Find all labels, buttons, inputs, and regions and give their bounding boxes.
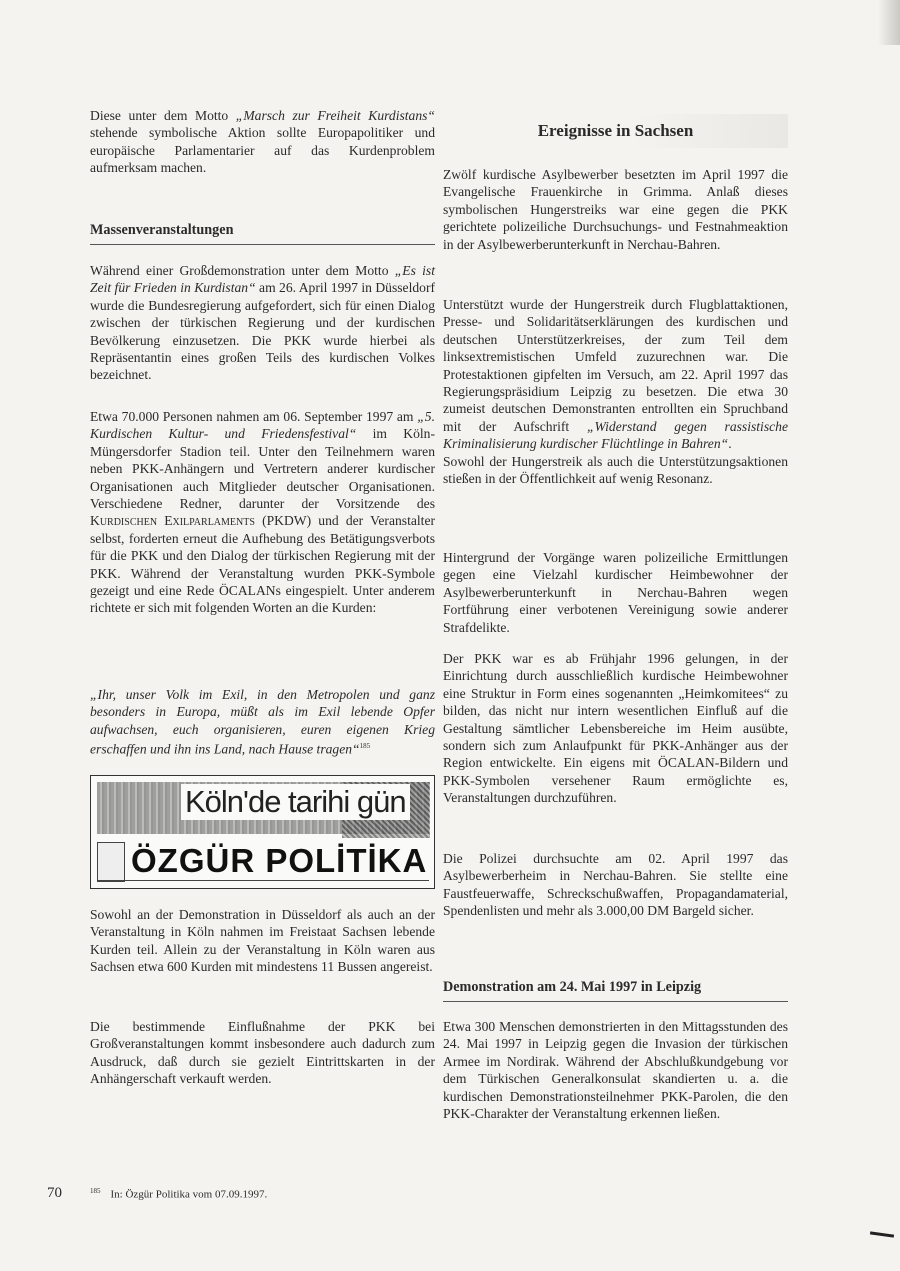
intro-paragraph: Diese unter dem Motto „Marsch zur Freiheit Kurdistans“ stehende symbolische Aktion sollte Europapolitiker und europäische Parlamentarier auf das Kurdenproblem aufmerksam machen. <box>90 108 435 176</box>
scan-edge-mark <box>870 1231 894 1237</box>
paragraph-sachsen-teilnahme: Sowohl an der Demonstration in Düsseldorf als auch an der Veranstaltung in Köln nahmen im Freistaat Sachsen lebende Kurden teil. Allein zu der Veranstaltung in Köln waren aus Sachsen etwa 600 Kurden mit mindestens 11 Bussen angereist. <box>90 907 435 975</box>
motto-frieden: „Es ist Zeit für Frieden in Kurdistan“ <box>90 263 435 296</box>
spruchband-text: „Widerstand gegen rassistische Kriminalisierung kurdischer Flüchtlinge in Bahren“ <box>443 418 788 452</box>
section-title-ereignisse: Ereignisse in Sachsen <box>443 114 788 148</box>
newspaper-headline: Köln'de tarihi gün <box>181 784 410 820</box>
footnote: $^{185}$ In: Özgür Politika vom 07.09.1997. <box>90 1187 268 1201</box>
paragraph-hintergrund: Hintergrund der Vorgänge waren polizeiliche Ermittlungen gegen eine Vielzahl kurdischer Heimbewohner der Asylbewerberunterkunft in Nerchau-Bahren wegen Fortführung einer verbotenen Vereinigung sowie anderer Strafdelikte. <box>443 550 788 635</box>
newspaper-masthead: ÖZGÜR POLİTİKA <box>131 842 428 879</box>
festival-name: „5. Kurdischen Kultur- und Friedensfestival“ <box>90 409 435 442</box>
scan-edge-shadow <box>878 0 900 45</box>
paragraph-duesseldorf: Während einer Großdemonstration unter dem Motto „Es ist Zeit für Frieden in Kurdistan“ am 26. April 1997 in Düsseldorf wurde die Bundesregierung aufgefordert, sich für einen Dialog zwischen der türkischen Regierung und der kurdischen Bevölkerung einzusetzen. Die PKK wurde hierbei als Repräsentantin eines großen Teils des kurdischen Volkes bezeichnet. <box>90 263 436 383</box>
newspaper-price-box <box>97 842 125 882</box>
oecalan-quote: „Ihr, unser Volk im Exil, in den Metropolen und ganz besonders in Europa, müßt als im Exil lebende Opfer aufwachsen, euch organisieren, euren eigenen Krieg erschaffen und ihn ins Land, nach Hause tragen“$^{185}$ <box>90 687 435 757</box>
paragraph-koeln: Etwa 70.000 Personen nahmen am 06. September 1997 am „5. Kurdischen Kultur- und Friedensfestival“ im Köln-Müngersdorfer Stadion teil. Unter den Teilnehmern waren neben PKK-Anhängern und Vertretern anderer kurdischer Organisationen auch Mitglieder deutscher Organisationen. Verschiedene Redner, darunter der Vorsitzende des Kurdischen Exilparlaments (PKDW) und der Veranstalter selbst, forderten erneut die Aufhebung des Betätigungsverbots für die PKK und den Dialog der türkischen Regierung mit der PKK. Während der Veranstaltung wurden PKK-Symbole gezeigt und eine Rede ÖCALANs eingespielt. Unter anderem richtete er sich mit folgenden Worten an die Kurden: <box>90 409 435 616</box>
motto-marsch: „Marsch zur Freiheit Kurdistans“ <box>235 108 435 123</box>
heading-massenveranstaltungen: Massenveranstaltungen <box>90 222 435 245</box>
paragraph-grimma: Zwölf kurdische Asylbewerber besetzten im April 1997 die Evangelische Frauenkirche in Grimma. Anlaß dieses symbolischen Hungerstreiks war eine gegen die PKK gerichtete polizeiliche Durchsuchungs- und Festnahmeaktion in der Asylbewerberunterkunft in Nerchau-Bahren. <box>443 167 788 252</box>
footnote-number: 185 <box>90 1187 101 1195</box>
heading-demonstration-leipzig: Demonstration am 24. Mai 1997 in Leipzig <box>443 979 788 1002</box>
paragraph-einflussnahme: Die bestimmende Einflußnahme der PKK bei Großveranstaltungen kommt insbesondere auch dadurch zum Ausdruck, daß durch sie gezielt Eintrittskarten in der Anhängerschaft verkauft werden. <box>90 1019 435 1087</box>
page-number: 70 <box>47 1185 62 1201</box>
paragraph-hungerstreik: Unterstützt wurde der Hungerstreik durch Flugblattaktionen, Presse- und Solidaritätserklärungen des kurdischen und deutschen Unterstützerkreises, der zum Teil dem linksextremistischen Umfeld zuzurechnen war. Die Protestaktionen gipfelten im Versuch, am 22. April 1997 das Regierungspräsidium Leipzig zu besetzen. Die etwa 30 zumeist deutschen Demonstranten entrollten ein Spruchband mit der Aufschrift „Widerstand gegen rassistische Kriminalisierung kurdischer Flüchtlinge in Bahren“. Sowohl der Hungerstreik als auch die Unterstützungsaktionen stießen in der Öffentlichkeit auf wenig Resonanz. <box>443 297 788 487</box>
paragraph-heimkomitee: Der PKK war es ab Frühjahr 1996 gelungen, in der Einrichtung durch ausschließlich kurdische Heimbewohner eine Struktur in Form eines sogenannten „Heimkomitees“ zu bilden, das nicht nur intern wesentlichen Einfluß auf die Gestaltung sämtlicher Lebensbereiche im Heim ausübte, sondern sich zum Anlaufpunkt für PKK-Anhänger aus der Region entwickelte. Ein eigens mit ÖCALAN-Bildern und PKK-Symbolen versehener Raum ermöglichte es, Veranstaltungen durchzuführen. <box>443 651 788 806</box>
paragraph-leipzig: Etwa 300 Menschen demonstrierten in den Mittagsstunden des 24. Mai 1997 in Leipzig gegen die Invasion der türkischen Armee im Nordirak. Während der Abschlußkundgebung vor dem Türkischen Generalkonsulat skandierten u. a. die kurdischen Demonstrationsteilnehmer PKK-Parolen, die den PKK-Charakter der Veranstaltung erkennen ließen. <box>443 1019 788 1122</box>
newspaper-footer-line <box>97 880 429 885</box>
newspaper-clipping <box>90 775 435 889</box>
quote-footnote-ref: 185 <box>359 742 371 751</box>
exilparlament-name: Kurdischen Exilparlaments <box>90 513 255 529</box>
paragraph-durchsuchung: Die Polizei durchsuchte am 02. April 1997 das Asylbewerberheim in Nerchau-Bahren. Sie stellte eine Faustfeuerwaffe, Schreckschußwaffen, Propagandamaterial, Spendenlisten und mehr als 3.000,00 DM Bargeld sicher. <box>443 851 788 919</box>
